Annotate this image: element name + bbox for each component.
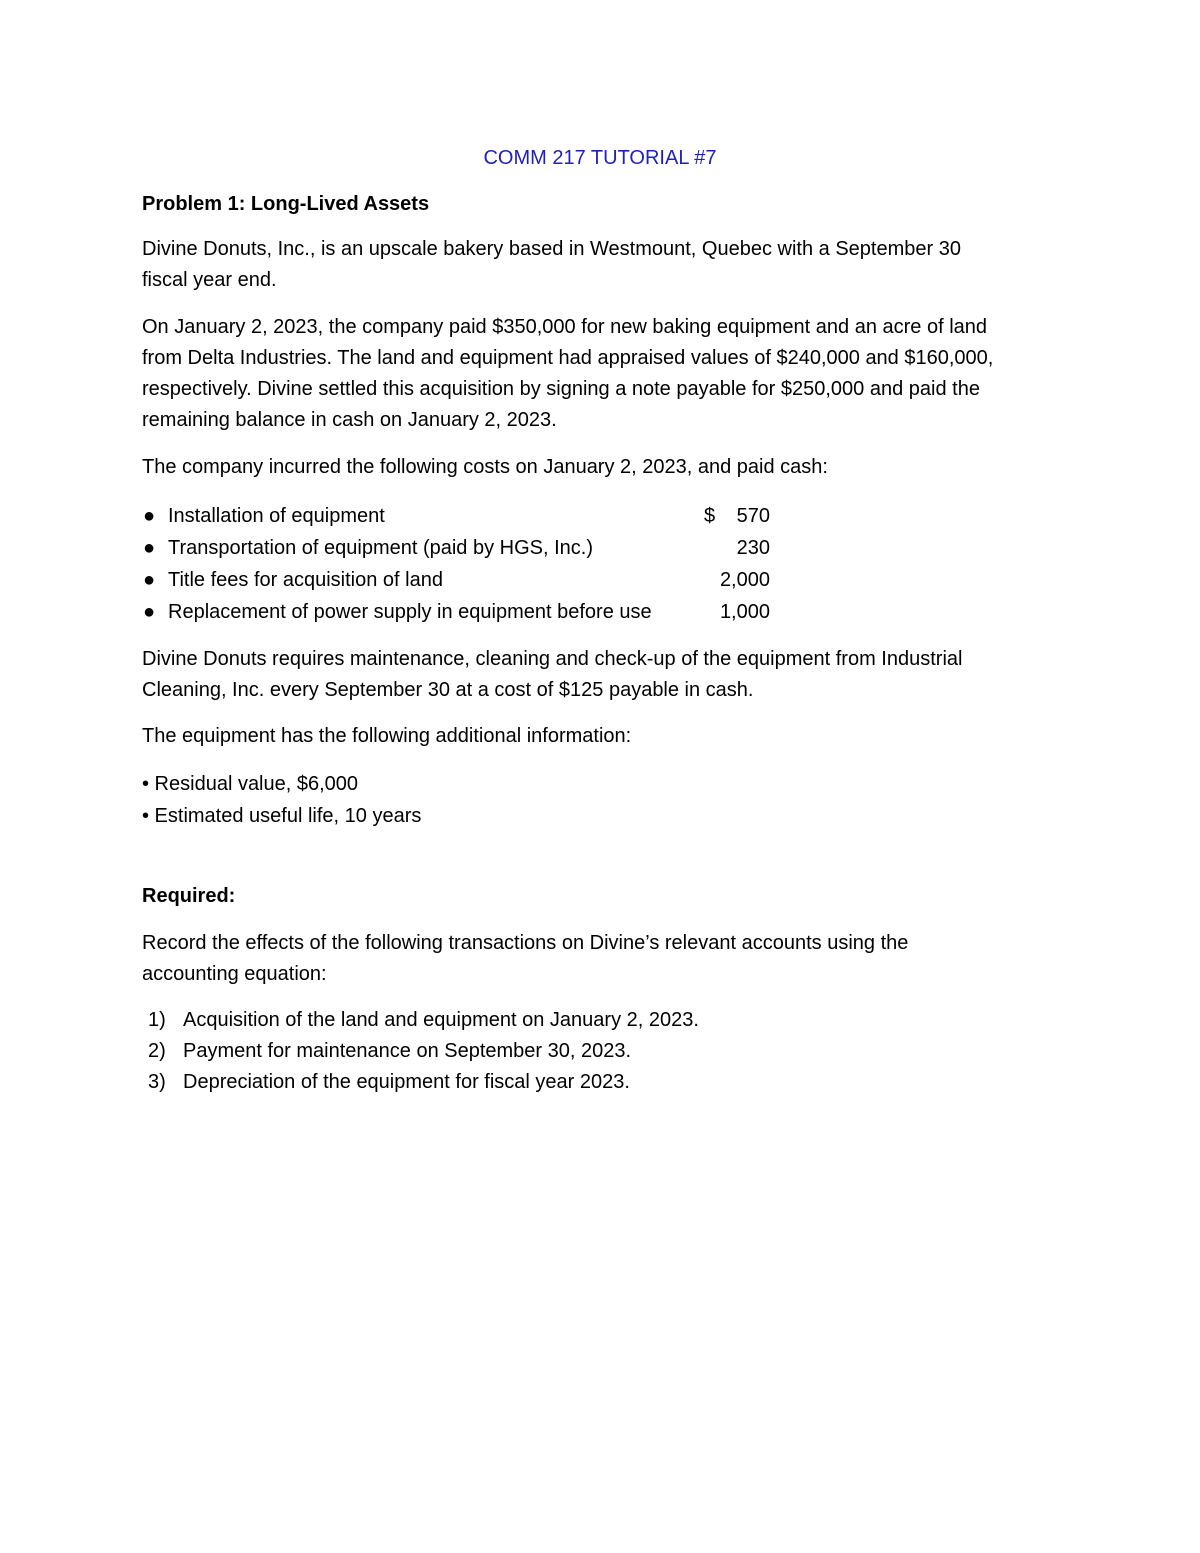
document-title: COMM 217 TUTORIAL #7 <box>483 147 717 169</box>
maintenance-paragraph <box>142 644 1058 706</box>
required-heading: Required: <box>142 885 236 907</box>
maintenance-line: Cleaning, Inc. every September 30 at a cost of $125 payable in cash. <box>142 679 754 701</box>
cost-label: Replacement of power supply in equipment before use <box>168 601 652 623</box>
cost-amount: 2,000 <box>719 569 770 591</box>
required-paragraph <box>142 928 1058 990</box>
costs-intro-line: The company incurred the following costs on January 2, 2023, and paid cash: <box>142 456 828 478</box>
task-number: 3) <box>148 1071 166 1093</box>
bullet-icon: ● <box>142 569 156 591</box>
acquisition-line: remaining balance in cash on January 2, 2023. <box>142 409 557 431</box>
intro-line: fiscal year end. <box>142 269 277 291</box>
equipment-info-list <box>142 768 421 832</box>
required-line: accounting equation: <box>142 963 327 985</box>
problem-heading: Problem 1: Long-Lived Assets <box>142 193 430 215</box>
bullet-icon: ● <box>142 601 156 623</box>
cost-label: Installation of equipment <box>168 505 385 527</box>
acquisition-line: respectively. Divine settled this acquisition by signing a note payable for $250,000 and paid the <box>142 378 980 400</box>
acquisition-line: from Delta Industries. The land and equipment had appraised values of $240,000 and $160,000, <box>142 347 994 369</box>
bullet-icon: ● <box>142 537 156 559</box>
equipment-intro-line: The equipment has the following additional information: <box>142 725 632 747</box>
cost-currency: $ <box>704 505 716 527</box>
costs-intro <box>142 452 1058 483</box>
cost-amount: 230 <box>736 537 770 559</box>
cost-label: Transportation of equipment (paid by HGS, Inc.) <box>168 537 594 559</box>
task-text: Depreciation of the equipment for fiscal year 2023. <box>183 1071 630 1093</box>
task-text: Payment for maintenance on September 30, 2023. <box>183 1040 632 1062</box>
bullet-icon: ● <box>142 505 156 527</box>
task-text: Acquisition of the land and equipment on January 2, 2023. <box>183 1009 699 1031</box>
acquisition-paragraph <box>142 312 1058 436</box>
equipment-intro <box>142 721 1058 752</box>
intro-paragraph <box>142 234 1058 296</box>
maintenance-line: Divine Donuts requires maintenance, cleaning and check-up of the equipment from Industrial <box>142 648 963 670</box>
intro-line: Divine Donuts, Inc., is an upscale bakery based in Westmount, Quebec with a September 30 <box>142 238 961 260</box>
cost-label: Title fees for acquisition of land <box>168 569 443 591</box>
task-number: 2) <box>148 1040 166 1062</box>
list-item: • Residual value, $6,000 <box>142 773 359 795</box>
cost-amount: 1,000 <box>719 601 770 623</box>
list-item: • Estimated useful life, 10 years <box>142 805 422 827</box>
cost-amount: 570 <box>736 505 770 527</box>
task-number: 1) <box>148 1009 166 1031</box>
required-line: Record the effects of the following transactions on Divine’s relevant accounts using the <box>142 932 909 954</box>
acquisition-line: On January 2, 2023, the company paid $350,000 for new baking equipment and an acre of land <box>142 316 988 338</box>
